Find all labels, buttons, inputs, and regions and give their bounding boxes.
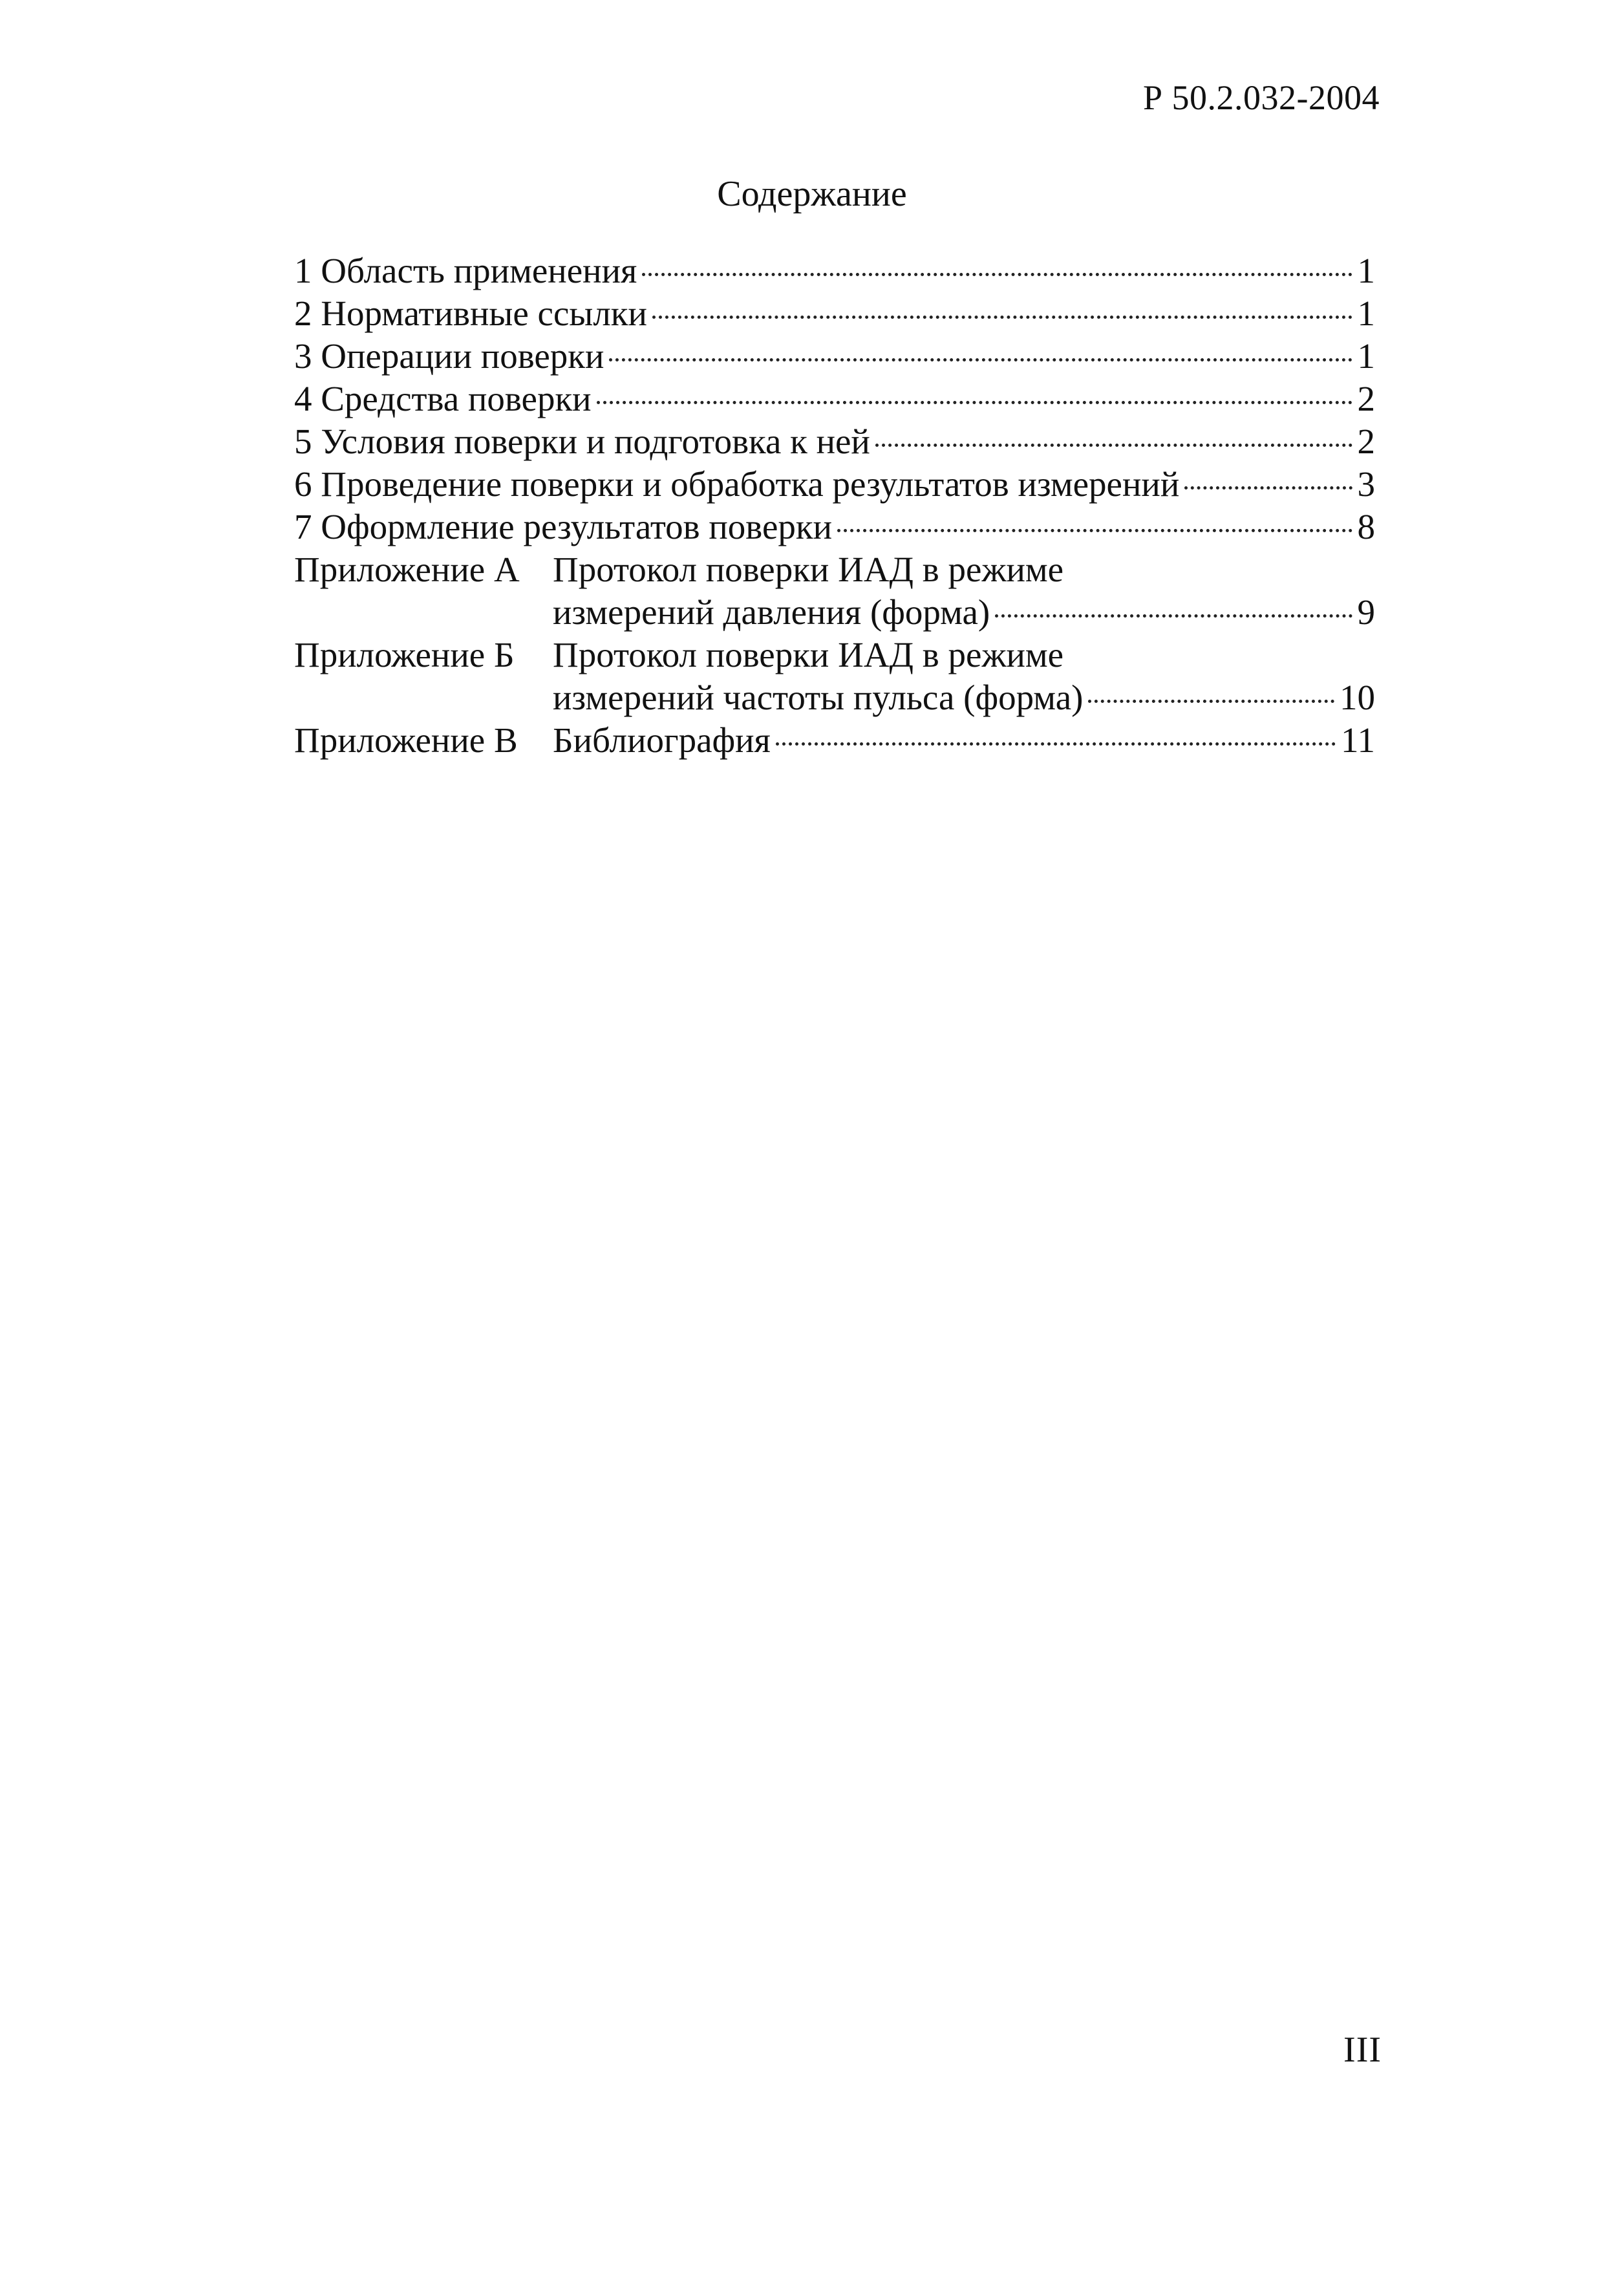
appendix-page: 10: [1340, 678, 1375, 717]
toc-appendix-entry: [294, 634, 1375, 719]
toc-entry-page: 3: [1357, 464, 1375, 504]
appendix-last-line: [553, 719, 1375, 762]
appendix-body: [553, 548, 1375, 634]
toc-entry: [294, 250, 1375, 292]
toc-entry: [294, 335, 1375, 378]
toc-entry-label: 3 Операции поверки: [294, 336, 604, 376]
toc-entry: [294, 292, 1375, 335]
appendix-body: [553, 634, 1375, 719]
appendix-last-line: [553, 591, 1375, 634]
dot-leader: [995, 614, 1352, 618]
appendix-title-line: Протокол поверки ИАД в режиме: [553, 550, 1064, 589]
appendix-title-line: измерений частоты пульса (форма): [553, 678, 1084, 717]
appendix-title-line: измерений давления (форма): [553, 592, 990, 632]
toc-entry-page: 1: [1357, 294, 1375, 333]
toc-entry: [294, 506, 1375, 548]
toc-entry: [294, 463, 1375, 506]
page-number: III: [1343, 2030, 1382, 2070]
appendix-name: Приложение В: [294, 720, 518, 760]
dot-leader: [837, 529, 1352, 532]
toc-entry: [294, 378, 1375, 420]
dot-leader: [652, 316, 1352, 319]
appendix-page: 9: [1357, 592, 1375, 632]
toc-entry: [294, 420, 1375, 463]
appendix-title-line: Библиография: [553, 720, 771, 760]
appendix-body: [553, 719, 1375, 762]
dot-leader: [776, 742, 1336, 746]
toc-entry-page: 8: [1357, 507, 1375, 546]
dot-leader: [1088, 700, 1334, 703]
toc-appendix-entry: [294, 719, 1375, 762]
toc-entry-page: 1: [1357, 336, 1375, 376]
appendix-page: 11: [1341, 720, 1375, 760]
appendix-title-line: Протокол поверки ИАД в режиме: [553, 635, 1064, 674]
table-of-contents: [294, 250, 1375, 762]
appendix-name: Приложение А: [294, 550, 520, 589]
toc-title: Содержание: [717, 174, 907, 214]
toc-entry-page: 2: [1357, 379, 1375, 418]
toc-appendix-entry: [294, 548, 1375, 634]
document-code: Р 50.2.032-2004: [1142, 78, 1380, 117]
appendix-last-line: [553, 676, 1375, 719]
toc-entry-label: 7 Оформление результатов поверки: [294, 507, 833, 546]
dot-leader: [597, 401, 1352, 404]
toc-entry-label: 2 Нормативные ссылки: [294, 294, 647, 333]
toc-entry-label: 5 Условия поверки и подготовка к ней: [294, 422, 870, 461]
toc-entry-label: 1 Область применения: [294, 251, 637, 290]
toc-entry-page: 1: [1357, 251, 1375, 290]
dot-leader: [609, 358, 1352, 361]
toc-entry-label: 6 Проведение поверки и обработка результатов измерений: [294, 464, 1180, 504]
toc-entry-label: 4 Средства поверки: [294, 379, 592, 418]
dot-leader: [875, 444, 1352, 447]
dot-leader: [642, 273, 1352, 276]
toc-entry-page: 2: [1357, 422, 1375, 461]
dot-leader: [1184, 486, 1352, 490]
appendix-name: Приложение Б: [294, 635, 515, 674]
